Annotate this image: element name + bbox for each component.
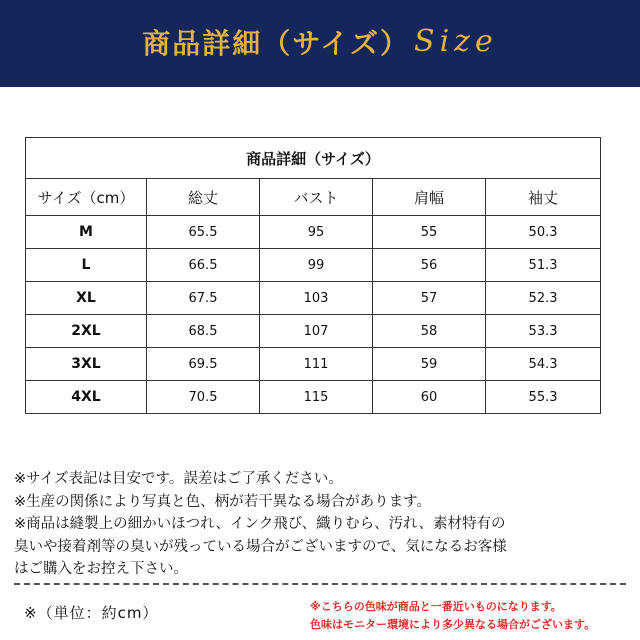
sleeve-value: 52.3: [486, 282, 601, 315]
note-line: ※サイズ表記は目安です。誤差はご了承ください。: [14, 471, 343, 487]
size-label: XL: [26, 282, 147, 315]
header-shoulder: 肩幅: [373, 179, 486, 216]
size-label: L: [26, 249, 147, 282]
color-note: [310, 598, 595, 634]
header-banner: [0, 0, 640, 87]
note-line: ※生産の関係により写真と色、柄が若干異なる場合があります。: [14, 493, 431, 510]
shoulder-value: 59: [373, 348, 486, 381]
table-header-row: [26, 179, 601, 216]
bust-value: 95: [260, 216, 373, 249]
table-caption-row: [26, 138, 601, 179]
header-size: サイズ（cm）: [26, 179, 147, 216]
sleeve-value: 50.3: [486, 216, 601, 249]
shoulder-value: 55: [373, 216, 486, 249]
sleeve-value: 53.3: [486, 315, 601, 348]
note-line: ※商品は縫製上の細かいほつれ、インク飛び、織りむら、汚れ、素材特有の: [14, 516, 506, 532]
shoulder-value: 60: [373, 381, 486, 414]
length-value: 67.5: [147, 282, 260, 315]
color-note-line: ※こちらの色味が商品と一番近いものになります。: [310, 600, 562, 613]
length-value: 66.5: [147, 249, 260, 282]
size-table: [25, 137, 601, 414]
bust-value: 99: [260, 249, 373, 282]
sleeve-value: 54.3: [486, 348, 601, 381]
sleeve-value: 55.3: [486, 381, 601, 414]
size-label: M: [26, 216, 147, 249]
size-label: 4XL: [26, 381, 147, 414]
sleeve-value: 51.3: [486, 249, 601, 282]
table-row: [26, 348, 601, 381]
bust-value: 107: [260, 315, 373, 348]
header-sleeve: 袖丈: [486, 179, 601, 216]
table-caption: 商品詳細（サイズ）: [26, 138, 601, 179]
product-notes: [14, 468, 634, 581]
note-line: 臭いや接着剤等の臭いが残っている場合がございますので、気になるお客様: [14, 538, 507, 555]
length-value: 68.5: [147, 315, 260, 348]
length-value: 70.5: [147, 381, 260, 414]
color-note-line: 色味はモニター環境により多少異なる場合がございます。: [310, 618, 596, 631]
length-value: 69.5: [147, 348, 260, 381]
table-row: [26, 249, 601, 282]
shoulder-value: 56: [373, 249, 486, 282]
header-length: 総丈: [147, 179, 260, 216]
unit-note: ※（単位：約cm）: [24, 604, 159, 622]
dashed-divider: [14, 583, 626, 585]
shoulder-value: 58: [373, 315, 486, 348]
table-row: [26, 315, 601, 348]
size-label: 3XL: [26, 348, 147, 381]
length-value: 65.5: [147, 216, 260, 249]
shoulder-value: 57: [373, 282, 486, 315]
bust-value: 103: [260, 282, 373, 315]
bust-value: 115: [260, 381, 373, 414]
table-row: [26, 381, 601, 414]
note-line: はご購入をお控え下さい。: [14, 561, 188, 577]
table-row: [26, 216, 601, 249]
table-row: [26, 282, 601, 315]
size-label: 2XL: [26, 315, 147, 348]
banner-script-title: Size: [414, 24, 498, 59]
banner-title: 商品詳細（サイズ）: [142, 26, 411, 60]
header-bust: バスト: [260, 179, 373, 216]
bust-value: 111: [260, 348, 373, 381]
